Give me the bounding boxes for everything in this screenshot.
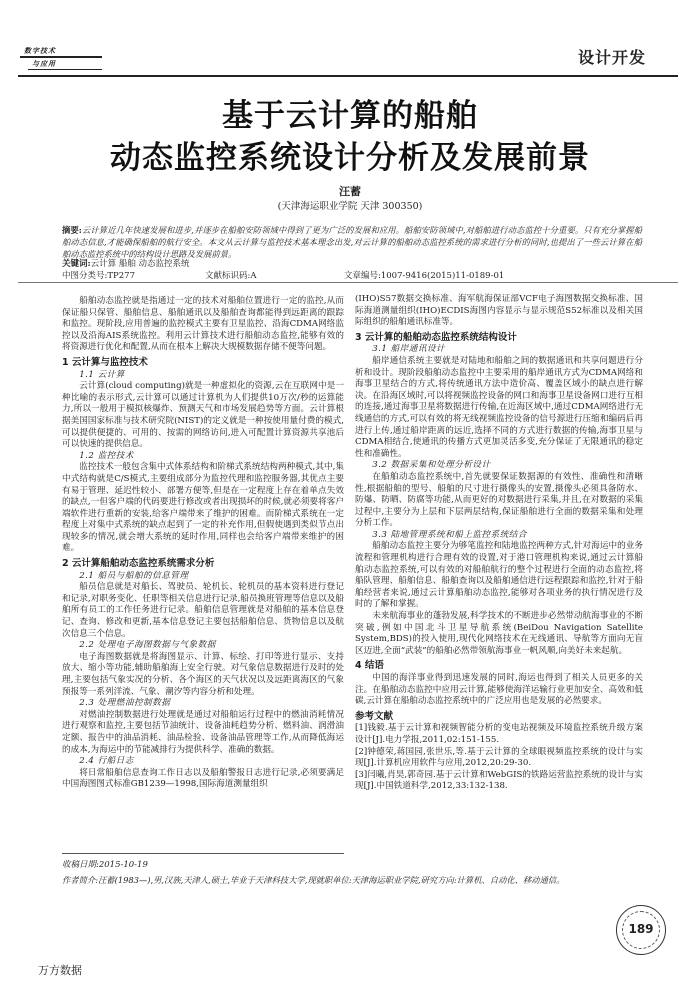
keywords-text: 云计算 船舶 动态监控系统 xyxy=(90,259,190,269)
subsection-heading: 2.2 处理电子海图数据与气象数据 xyxy=(79,640,216,651)
paragraph: (IHO)S57数据交换标准、海军航海保证部VCF电子海图数据交换标准、国际海道测量组织(IHO)ECDIS海图内容显示与显示规范S52标准以及相关国际组织的船舶通讯标准等。 xyxy=(355,294,643,328)
journal-column-tag xyxy=(18,45,104,71)
reference-item: [2]钟德荣,蒋国园,张世乐,等.基于云计算的全球眼视频监控系统的设计与实现[J].计算机应用软件与应用,2012,20:29-30. xyxy=(355,746,643,769)
paragraph: 在船舶动态监控系统中,首先就要保证数据源的有效性、准确性和清晰性,根据船舶的型号、船舶的尺寸进行摄像头的安置,摄像头必须具备防水、防爆、防晒、防腐等功能,从而更好的对数据进行采集,并且,在对数据的采集过程中,主要分为上层和下层两层结构,保证船舶进行全面的数据采集和处理分析工作。 xyxy=(355,471,643,529)
column-tag-line2: 与应用 xyxy=(32,59,56,68)
subsection-heading: 2.1 船员与船舶的信息管理 xyxy=(79,570,189,581)
footnote-rule xyxy=(62,853,344,854)
paragraph: 船舶动态监控主要分为够笔监控和陆地监控两种方式,针对海运中的业务流程和管理机构进行合理有效的设置,对于港口管理机构来说,通过云计算船舶动态监控系统,可以有效的对船舶航行的整个过程进行全面的动态监控,将船队管理、船舶信息、船舶查询以及船舶通信进行远程跟踪和监控,针对于船舶经营者来说,通过云计算船舶动态监控,能够对各项业务的执行情况进行及时的了解和掌握。 xyxy=(355,541,643,610)
right-column xyxy=(355,294,643,793)
paragraph: 船员信息就是对船长、驾驶员、轮机长、轮机员的基本资料进行登记和记录,对职务变化、任职等相关信息进行记录,船员换班管理等信息以及船舶所有员工的工作任务进行记录。船舶信息管理就是对船舶的基本信息登记、查询、修改和更新,基本信息登记主要包括船舶信息、货物信息以及航次信息三个信息。 xyxy=(62,582,344,639)
paragraph: 船舶动态监控就是指通过一定的技术对船舶位置进行一定的监控,从而保证船只保管、船舶信息、船舶通讯以及船舶查询都能得到远距离的跟踪和监控。现阶段,应用普遍的监控模式主要有卫星监控、沿海CDMA网络监控以及沿海AIS系统监控。利用云计算技术进行船舶动态监控,能够有效的将资源进行优化和配置,从而在根本上解决大规模数据存储不便等问题。 xyxy=(62,296,344,353)
paragraph: 电子海图数据就是将海图显示、计算、标绘、打印等进行显示、支持放大、缩小等功能,辅助船舶海上安全行驶。对气象信息数据进行及时的处理,主要包括气象实况的分析、各个海区的天气状况以及远距离海区的气象预报等一系列洋流、气象、潮汐等内容分析和处理。 xyxy=(62,651,344,697)
article-number: 文章编号:1007-9416(2015)11-0189-01 xyxy=(344,271,505,281)
subsection-heading: 1.1 云计算 xyxy=(79,369,125,380)
author-bio: 作者简介:汪蓄(1983—),男,汉族,天津人,硕士,毕业于天津科技大学,现就职单位:天津海运职业学院,研究方向:计算机、自动化、移动通信。 xyxy=(62,875,565,885)
reference-list xyxy=(355,723,643,793)
keywords-label: 关键词: xyxy=(62,259,91,269)
subsection-heading: 3.1 船岸通讯设计 xyxy=(372,344,446,355)
left-column xyxy=(62,296,344,791)
abstract xyxy=(62,224,642,260)
subsection-heading: 1.2 监控技术 xyxy=(79,450,134,461)
column-tag-line1: 数字技术 xyxy=(24,46,56,55)
tag-bar xyxy=(20,56,102,58)
author-name: 汪蓄 xyxy=(339,185,361,198)
paragraph: 对燃油控制数据进行处理就是通过对船舶运行过程中的燃油消耗情况进行观察和监控,主要包括节油统计、设备油耗趋势分析、燃料油、润滑油定额、报告中的油品消耗、油品检验、设备油品管理等工作,从而降低海运的成本,为海运中的节能减排行为提供科学、准确的数据。 xyxy=(62,709,344,755)
page-number-seal xyxy=(616,905,666,955)
paragraph: 未来航海事业的蓬勃发展,科学技术的不断进步必然带动航海事业的不断突破,例如中国北斗卫星导航系统(BeiDou Navigation Satellite System,BDS)的投入使用,现代化网络技术在无线通讯、导航等方面向无盲区迈进,全面“武装”的船舶必然带领航海事业一帆风顺,向美好未来起航。 xyxy=(355,611,643,656)
document-code: 文献标识码:A xyxy=(205,271,257,281)
abstract-text: 云计算近几年快速发展和进步,并逐步在船舶安防领域中得到了更为广泛的发展和应用。船舶安防领域中,对船舶进行动态监控十分重要。只有充分掌握船舶动态信息,才能确保船舶的航行安全。本文从云计算与监控技术基本理念出发,对云计算的船舶动态监控系统的需求进行分析的同时,也提出了一些云计算在船舶动态监控系统中的结构设计思路及发展前景。 xyxy=(62,225,642,259)
subsection-heading: 2.4 行船日志 xyxy=(79,756,134,767)
subsection-heading: 3.3 陆地管理系统和船上监控系统结合 xyxy=(372,529,527,540)
reference-item: [3]闫曦,肖昊,郭奇园.基于云计算和WebGIS的铁路运营监控系统的设计与实现[J].中国铁道科学,2012,33:132-138. xyxy=(355,769,643,792)
paragraph: 云计算(cloud computing)就是一种虚拟化的资源,云在互联网中是一种比喻的表示形式,云计算可以通过计算机为人们提供10万次/秒的运算能力,所以一般用于模拟核爆炸、预测天气和市场发展趋势等方面。云计算根据美国国家标准与技术研究院(NIST)的定义就是一种按使用量付费的模式,可以提供便捷的、可用的、按需的网络访问,进入可配置计算资源共享池后可以快速的提供信息。 xyxy=(62,381,344,450)
section-heading: 4 结语 xyxy=(355,660,384,672)
section-label: 设计开发 xyxy=(577,48,646,67)
references-heading: 参考文献 xyxy=(355,710,394,722)
keywords xyxy=(62,257,190,269)
paragraph: 船岸通信系统主要就是对陆地和船舶之间的数据通讯和共享问题进行分析和设计。现阶段船舶动态监控中主要采用的船岸通讯方式为CDMA网络和海事卫星结合的方式,将传统通讯方法中造价高、覆盖区域小的缺点进行解决。在沿海区域时,可以将视频监控设备的网口和海事卫星设备网口进行互相的连接,通过海事卫星将数据进行传输,在近海区域中,通过CDMA网络进行无线通信的方式,可以有效的将无线视频监控设备的信号源进行压缩和编码后再进行上传,通过船岸距离的远近,选择不同的方式进行数据的传输,海事卫星与CDMA相结合,使通讯的传播方式更加灵活多变,充分保证了无限通讯的稳定性和准确性。 xyxy=(355,355,643,459)
article-title-line2: 动态监控系统设计分析及发展前景 xyxy=(110,140,590,176)
page-number: 189 xyxy=(628,922,654,936)
reference-item: [1]钱毅.基于云计算和视频智能分析的变电站视频及环境监控系统升级方案设计[J].电力学报,2011,02:151-155. xyxy=(355,723,643,745)
abstract-label: 摘要: xyxy=(62,225,82,235)
header-rule xyxy=(18,75,678,77)
subsection-heading: 2.3 处理燃油控制数据 xyxy=(79,698,171,709)
abstract-rule xyxy=(18,282,678,283)
section-heading: 1 云计算与监控技术 xyxy=(62,356,148,368)
section-heading: 2 云计算船舶动态监控系统需求分析 xyxy=(62,558,215,570)
clc-number: 中图分类号:TP277 xyxy=(62,271,135,281)
received-date: 收稿日期:2015-10-19 xyxy=(62,860,148,870)
paragraph: 将日常船舶信息查询工作日志以及船舶警报日志进行记录,必须要满足中国海图图式标准GB1239—1998,国际海道测量组织 xyxy=(62,767,344,790)
tag-underline xyxy=(28,69,102,70)
section-heading: 3 云计算的船舶动态监控系统结构设计 xyxy=(355,331,517,343)
article-title-line1: 基于云计算的船舶 xyxy=(222,98,478,134)
paragraph: 监控技术一般包含集中式体系结构和阶梯式系统结构两种模式,其中,集中式结构就是C/S模式,主要组成部分为监控代理和监控服务器,其优点主要有易于管理、延迟性较小、部署方便等,但是在一定程度上存在着单点失效的缺点,一但客户端的代码要进行修改或者出现损坏的时候,就必须要将客户端软件进行重新的安装,给客户端带来了维护的困难。而阶梯式系统在一定程度上对集中式系统的缺点起到了一定的补充作用,但假使遇到类似节点出现较多的情况,就会增大系统的延时作用,同样也会给客户端带来维护的困难。 xyxy=(62,462,344,554)
subsection-heading: 3.2 数据采集和处理分析设计 xyxy=(372,460,491,471)
paragraph: 中国的海洋事业得到迅速发展的同时,海运也得到了相关人员更多的关注。在船舶动态监控中应用云计算,能够使海洋运输行业更加安全、高效和低碳,云计算在船舶动态监控系统中的广泛应用也是发展的必然要求。 xyxy=(355,673,643,707)
author-affiliation: (天津海运职业学院 天津 300350) xyxy=(277,201,423,212)
source-watermark: 万方数据 xyxy=(38,964,82,977)
